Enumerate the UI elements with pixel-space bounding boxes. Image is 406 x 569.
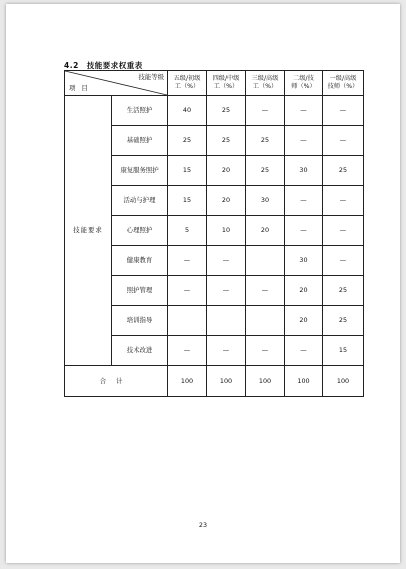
total-cell: 100 xyxy=(207,366,246,397)
table-cell: 10 xyxy=(207,216,246,246)
table-cell: — xyxy=(323,126,364,156)
table-cell: 5 xyxy=(168,216,207,246)
table-cell: — xyxy=(168,246,207,276)
table-cell xyxy=(207,306,246,336)
table-cell: — xyxy=(246,336,285,366)
header-level-1: 一级/高级 技师（%） xyxy=(323,71,364,96)
total-label: 合计 xyxy=(65,366,168,397)
row-label: 技术改进 xyxy=(112,336,168,366)
total-cell: 100 xyxy=(285,366,323,397)
table-cell: — xyxy=(168,336,207,366)
skill-weight-table xyxy=(64,70,364,397)
row-label: 照护管理 xyxy=(112,276,168,306)
table-cell xyxy=(246,246,285,276)
corner-bottom-label: 项目 xyxy=(69,84,94,93)
table-cell: 20 xyxy=(207,186,246,216)
table-cell: — xyxy=(323,216,364,246)
table-cell: 25 xyxy=(168,126,207,156)
document-page xyxy=(6,4,400,563)
table-cell: — xyxy=(285,126,323,156)
table-cell: — xyxy=(285,216,323,246)
header-row xyxy=(65,71,364,96)
table-cell: 25 xyxy=(323,276,364,306)
table-cell: — xyxy=(323,246,364,276)
total-cell: 100 xyxy=(246,366,285,397)
row-label: 活动与护理 xyxy=(112,186,168,216)
table-cell: — xyxy=(323,96,364,126)
table-cell: 30 xyxy=(285,246,323,276)
table-cell: — xyxy=(246,96,285,126)
row-label: 培训指导 xyxy=(112,306,168,336)
table-cell: 25 xyxy=(246,156,285,186)
table-corner-cell xyxy=(65,71,168,96)
table-cell: 15 xyxy=(168,186,207,216)
header-level-4: 四级/中级 工（%） xyxy=(207,71,246,96)
table-cell: 30 xyxy=(246,186,285,216)
table-cell: 20 xyxy=(246,216,285,246)
table-cell: 25 xyxy=(246,126,285,156)
row-label: 基础照护 xyxy=(112,126,168,156)
row-label: 生活照护 xyxy=(112,96,168,126)
table-cell: 20 xyxy=(285,276,323,306)
table-cell: — xyxy=(323,186,364,216)
table-cell: — xyxy=(207,336,246,366)
row-label: 健康教育 xyxy=(112,246,168,276)
total-cell: 100 xyxy=(168,366,207,397)
table-cell xyxy=(168,306,207,336)
table-cell xyxy=(246,306,285,336)
section-title: 4.2 技能要求权重表 xyxy=(64,61,143,70)
header-level-5: 五级/初级 工（%） xyxy=(168,71,207,96)
table-cell: 25 xyxy=(323,306,364,336)
header-level-3: 三级/高级 工（%） xyxy=(246,71,285,96)
table-cell: 40 xyxy=(168,96,207,126)
table-cell: 30 xyxy=(285,156,323,186)
table-cell: 20 xyxy=(285,306,323,336)
page-number: 23 xyxy=(198,521,208,529)
total-row xyxy=(65,366,364,397)
table-row xyxy=(65,96,364,126)
table-cell: — xyxy=(285,96,323,126)
table-cell: 25 xyxy=(207,96,246,126)
table-cell: 25 xyxy=(323,156,364,186)
table-cell: 15 xyxy=(168,156,207,186)
table-cell: 20 xyxy=(207,156,246,186)
group-label: 技能要求 xyxy=(65,96,112,366)
header-level-2: 二级/技 师（%） xyxy=(285,71,323,96)
total-cell: 100 xyxy=(323,366,364,397)
table-cell: 25 xyxy=(207,126,246,156)
table-cell: — xyxy=(285,186,323,216)
corner-top-label: 技能等级 xyxy=(138,73,164,81)
row-label: 心理照护 xyxy=(112,216,168,246)
table-cell: — xyxy=(207,276,246,306)
row-label: 康复服务照护 xyxy=(112,156,168,186)
table-cell: — xyxy=(207,246,246,276)
table-cell: — xyxy=(285,336,323,366)
table-cell: — xyxy=(246,276,285,306)
table-cell: 15 xyxy=(323,336,364,366)
table-cell: — xyxy=(168,276,207,306)
